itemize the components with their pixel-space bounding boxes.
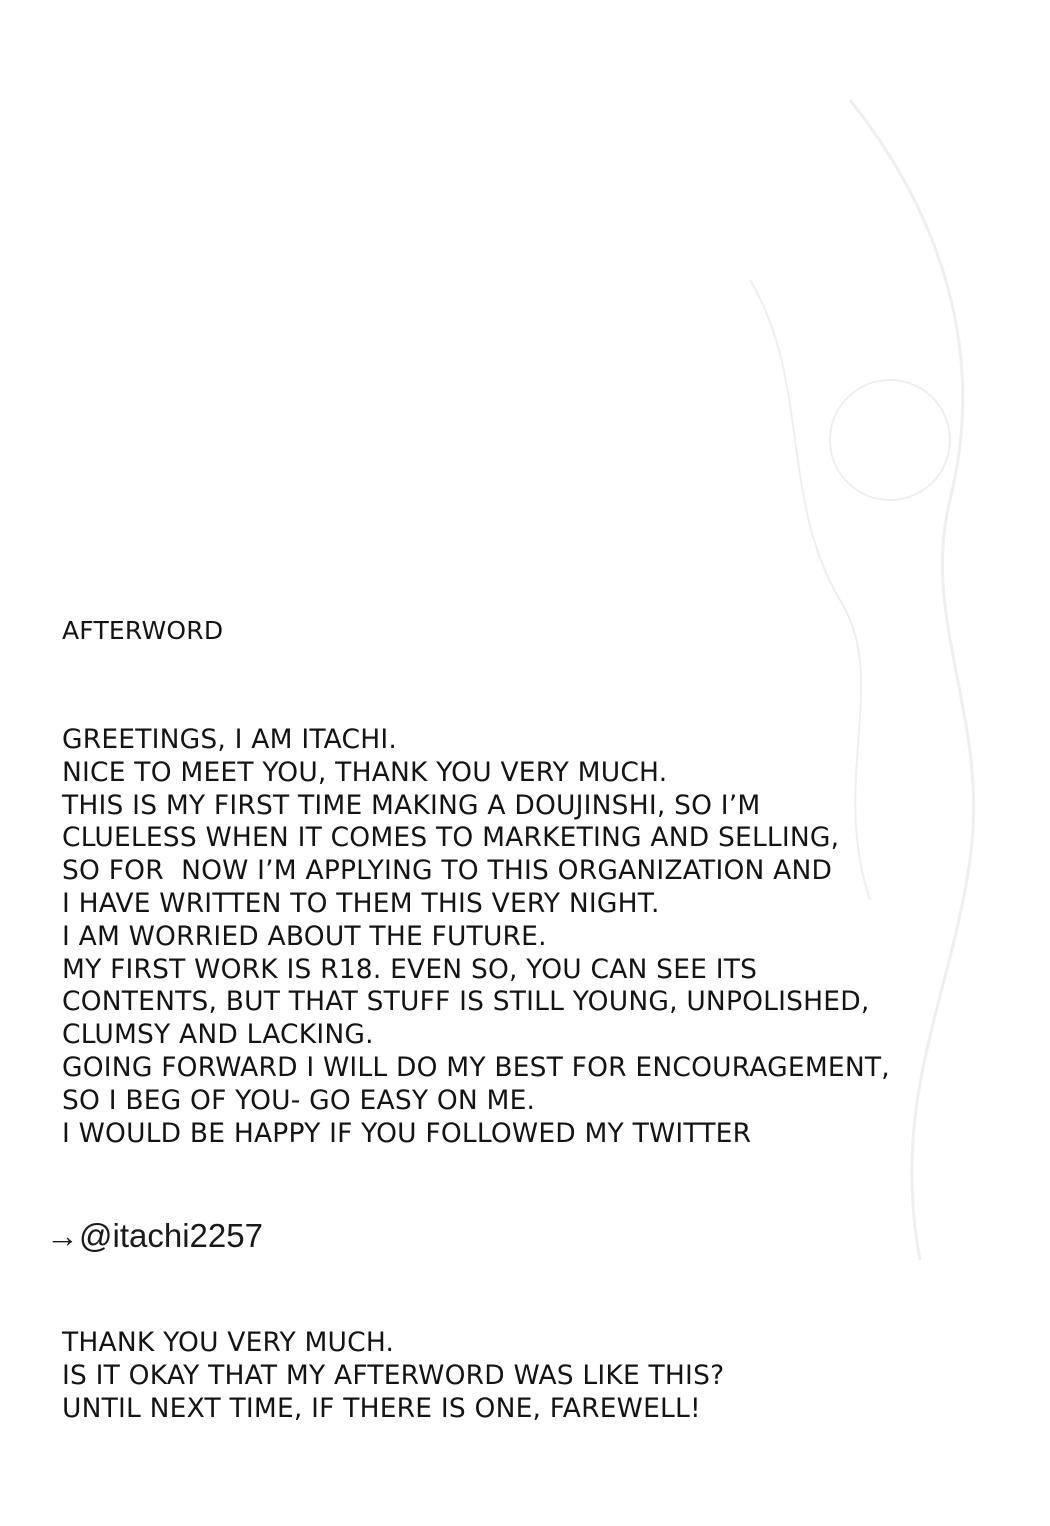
- closing-line: THANK YOU VERY MUCH.: [62, 1327, 395, 1358]
- afterword-closing: [62, 1326, 724, 1425]
- closing-line: UNTIL NEXT TIME, IF THERE IS ONE, FAREWELL!: [62, 1393, 701, 1424]
- body-line: I WOULD BE HAPPY IF YOU FOLLOWED MY TWITTER: [62, 1117, 752, 1149]
- closing-line: IS IT OKAY THAT MY AFTERWORD WAS LIKE THIS?: [62, 1360, 725, 1391]
- body-line: CONTENTS, BUT THAT STUFF IS STILL YOUNG, UNPOLISHED,: [62, 986, 870, 1018]
- body-line: NICE TO MEET YOU, THANK YOU VERY MUCH.: [62, 756, 668, 788]
- body-line: SO I BEG OF YOU- GO EASY ON ME.: [62, 1084, 536, 1116]
- body-line: CLUMSY AND LACKING.: [62, 1019, 374, 1051]
- body-line: THIS IS MY FIRST TIME MAKING A DOUJINSHI, SO I’M: [62, 789, 761, 821]
- body-line: SO FOR NOW I’M APPLYING TO THIS ORGANIZATION AND: [62, 855, 833, 887]
- afterword-body: [62, 724, 890, 1150]
- body-line: CLUELESS WHEN IT COMES TO MARKETING AND SELLING,: [62, 822, 840, 854]
- twitter-handle: →@itachi2257: [46, 1217, 263, 1254]
- body-line: GREETINGS, I AM ITACHI.: [62, 724, 397, 755]
- body-line: GOING FORWARD I WILL DO MY BEST FOR ENCOURAGEMENT,: [62, 1051, 890, 1083]
- body-line: MY FIRST WORK IS R18. EVEN SO, YOU CAN SEE ITS: [62, 953, 758, 985]
- body-line: I HAVE WRITTEN TO THEM THIS VERY NIGHT.: [62, 887, 660, 919]
- afterword-heading: AFTERWORD: [62, 616, 224, 645]
- body-line: I AM WORRIED ABOUT THE FUTURE.: [62, 920, 547, 952]
